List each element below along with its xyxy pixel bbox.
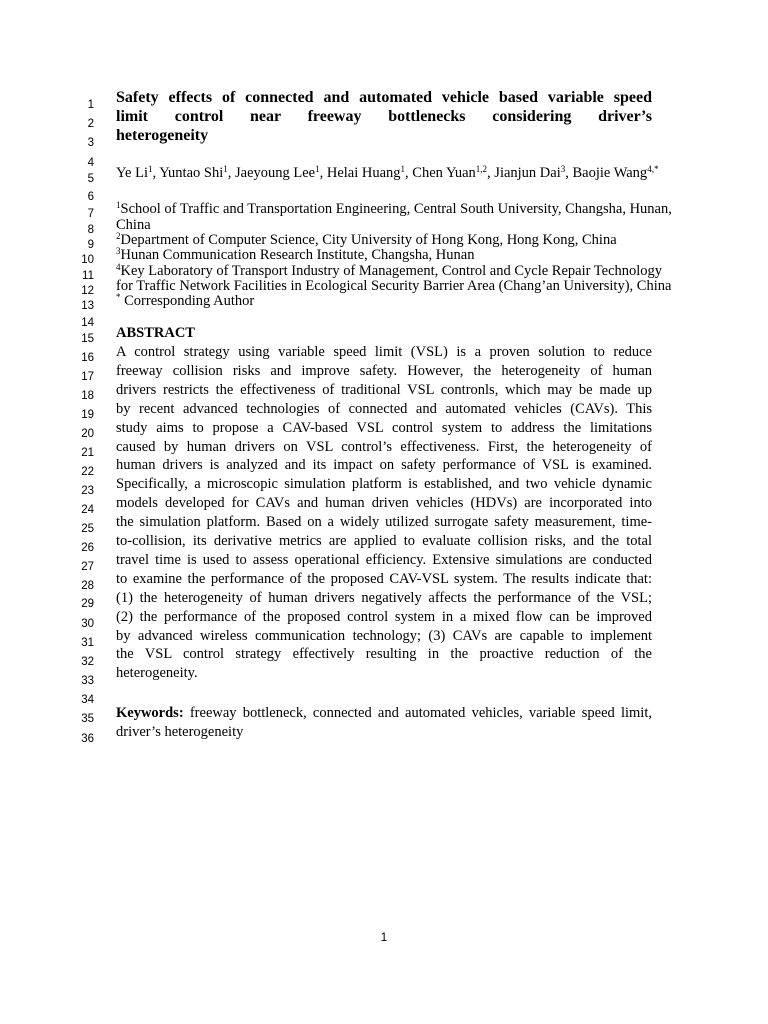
affiliation-4: $^4$Key Laboratory of Transport Industry of Management, Control and Cycle Repair Technology — [116, 262, 663, 279]
line-number: 9 — [87, 239, 94, 251]
abstract-line: heterogeneity. — [116, 665, 198, 682]
line-number: 10 — [81, 254, 94, 266]
line-number: 23 — [81, 485, 94, 497]
abstract-line: (2) the performance of the proposed control system in a mixed flow can be improved — [116, 608, 652, 625]
keywords-text: freeway bottleneck, connected and automated vehicles, variable speed limit, — [183, 705, 652, 721]
line-number: 13 — [81, 300, 94, 312]
abstract-line: freeway collision risks and improve safety. However, the heterogeneity of human — [116, 362, 652, 379]
affiliation-3: $^3$Hunan Communication Research Institute, Changsha, Hunan — [116, 246, 475, 263]
line-number: 6 — [87, 191, 94, 203]
abstract-line: by advanced wireless communication technology; (3) CAVs are capable to implement — [116, 627, 652, 644]
line-number: 24 — [81, 504, 94, 516]
abstract-heading: ABSTRACT — [116, 325, 195, 341]
abstract-line: caused by human drivers on VSL control’s effectiveness. First, the heterogeneity of — [116, 438, 652, 455]
abstract-line: by recent advanced technologies of connected and automated vehicles (CAVs). This — [116, 400, 652, 417]
line-number: 26 — [81, 542, 94, 554]
line-number: 29 — [81, 598, 94, 610]
line-number: 22 — [81, 466, 94, 478]
page-number: 1 — [380, 932, 388, 944]
line-number: 3 — [87, 137, 94, 149]
line-number: 1 — [87, 99, 94, 111]
abstract-line: the simulation platform. Based on a widely utilized surrogate safety measurement, time- — [116, 514, 652, 531]
abstract-line: the VSL control strategy effectively resulting in the proactive reduction of the — [116, 646, 652, 663]
keywords-label: Keywords: — [116, 705, 184, 721]
line-number: 19 — [81, 409, 94, 421]
author: Baojie Wang — [572, 165, 648, 181]
abstract-line: to examine the performance of the proposed CAV-VSL system. The results indicate that: — [116, 570, 652, 587]
affiliation-4-cont: for Traffic Network Facilities in Ecological Security Barrier Area (Chang’an University), China — [116, 278, 672, 294]
line-number: 25 — [81, 523, 94, 535]
author-list: Ye Li$^1$, Yuntao Shi$^1$, Jaeyoung Lee$^1$, Helai Huang$^1$, Chen Yuan$^{1,2}$, Jianjun Dai$^3$, Baojie Wang$^{4,*}$ — [116, 164, 659, 181]
abstract-line: A control strategy using variable speed limit (VSL) is a proven solution to reduce — [116, 344, 652, 360]
line-number: 20 — [81, 428, 94, 440]
affiliation-2: $^2$Department of Computer Science, City University of Hong Kong, Hong Kong, China — [116, 231, 617, 248]
line-number: 11 — [82, 270, 94, 282]
abstract-line: models developed for CAVs and human driven vehicles (HDVs) are incorporated into — [116, 495, 652, 512]
line-number: 16 — [81, 352, 94, 364]
line-number: 7 — [87, 208, 94, 220]
abstract-line: Specifically, a microscopic simulation platform is established, and two vehicle dynamic — [116, 476, 652, 493]
author: Chen Yuan — [412, 165, 476, 181]
affiliation-1-cont: China — [116, 217, 151, 233]
author: Jaeyoung Lee — [234, 165, 316, 181]
abstract-line: to-collision, its derivative metrics are applied to evaluate collision risks, and the total — [116, 533, 652, 549]
author: Jianjun Dai — [494, 165, 561, 181]
line-number: 4 — [87, 157, 94, 169]
line-number: 21 — [81, 447, 94, 459]
line-number: 12 — [81, 285, 94, 297]
author: Ye Li — [116, 165, 148, 181]
author: Helai Huang — [326, 165, 401, 181]
title-line-2: limit control near freeway bottlenecks considering driver’s — [116, 108, 652, 125]
line-number: 30 — [81, 618, 94, 630]
line-number: 8 — [87, 224, 94, 236]
line-number: 2 — [87, 118, 94, 130]
line-number: 27 — [81, 561, 94, 573]
abstract-line: travel time is used to assess operational efficiency. Extensive simulations are conducted — [116, 551, 652, 568]
line-number: 28 — [81, 580, 94, 592]
line-number: 32 — [81, 656, 94, 668]
corresponding-author: * Corresponding Author — [116, 292, 255, 309]
abstract-line: drivers restricts the effectiveness of traditional VSL contronls, which may be made up — [116, 381, 652, 398]
affiliation-1: $^1$School of Traffic and Transportation Engineering, Central South University, Changsha, Hunan, — [116, 200, 672, 217]
line-number: 17 — [81, 371, 94, 383]
title-line-1: Safety effects of connected and automated vehicle based variable speed — [116, 89, 652, 106]
author: Yuntao Shi — [159, 165, 224, 181]
abstract-line: human drivers is analyzed and its impact on safety performance of VSL is examined. — [116, 457, 652, 474]
line-number: 34 — [81, 694, 94, 706]
line-number: 5 — [87, 173, 94, 185]
line-number: 33 — [81, 675, 94, 687]
line-number: 35 — [81, 713, 94, 725]
line-number: 31 — [81, 637, 94, 649]
keywords — [116, 704, 652, 722]
line-number: 15 — [81, 333, 94, 345]
line-number: 18 — [81, 390, 94, 402]
line-number: 36 — [81, 733, 94, 745]
title-line-3: heterogeneity — [116, 127, 209, 144]
abstract-line: study aims to propose a CAV-based VSL control system to address the limitations — [116, 419, 652, 436]
line-number: 14 — [81, 317, 94, 329]
keywords-cont: driver’s heterogeneity — [116, 724, 244, 740]
abstract-line: (1) the heterogeneity of human drivers negatively affects the performance of the VSL; — [116, 589, 652, 606]
